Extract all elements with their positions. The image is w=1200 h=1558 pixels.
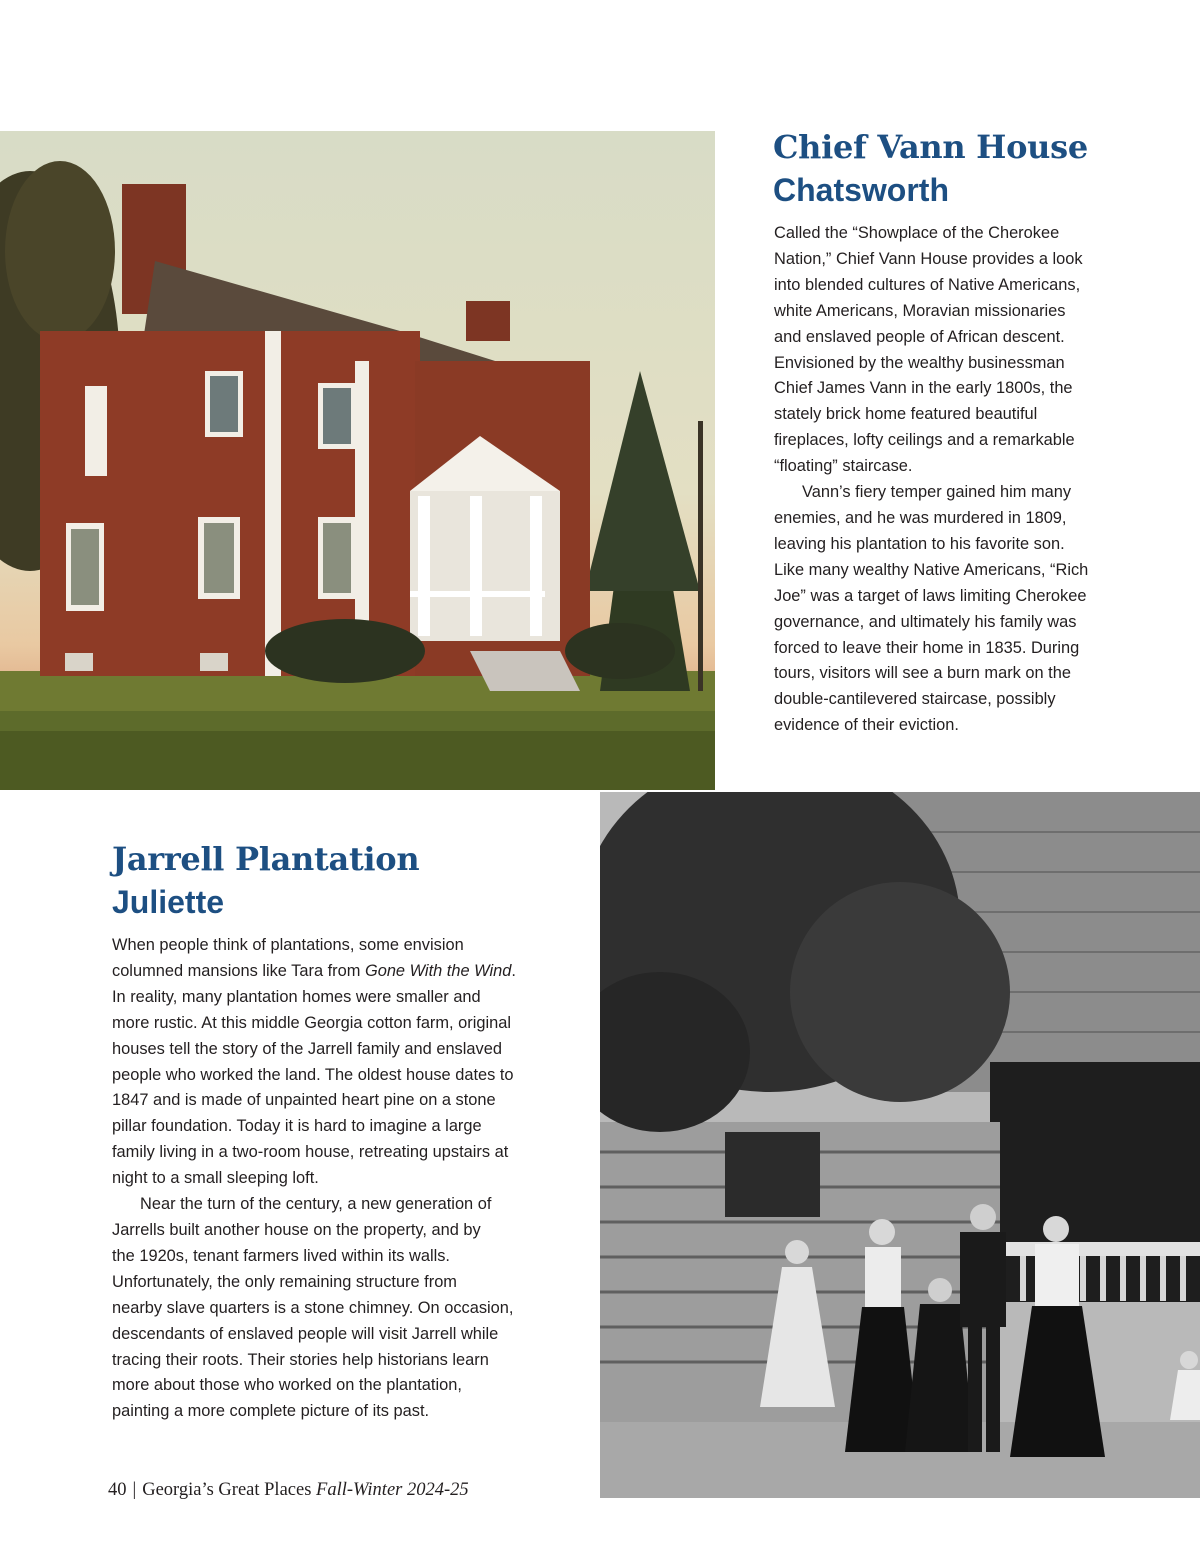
jarrell-family-illustration (600, 792, 1200, 1498)
vann-line: governance, and ultimately his family was (774, 612, 1077, 631)
jarrell-line: houses tell the story of the Jarrell family and enslaved (112, 1039, 502, 1058)
jarrell-line: Unfortunately, the only remaining structure from (112, 1272, 457, 1291)
jarrell-family-photo (600, 792, 1200, 1498)
jarrell-line: night to a small sleeping loft. (112, 1169, 319, 1188)
jarrell-line: columned mansions like Tara from Gone With the Wind. (112, 961, 516, 980)
jarrell-line: more about those who worked on the plantation, (112, 1376, 462, 1395)
jarrell-paragraph-1 (112, 933, 572, 1192)
issue-name: Fall-Winter 2024-25 (316, 1480, 469, 1500)
jarrell-location: Juliette (112, 884, 225, 920)
vann-line: Vann’s fiery temper gained him many (802, 483, 1072, 502)
jarrell-line: painting a more complete picture of its past. (112, 1402, 430, 1421)
book-title-gone-with-the-wind: Gone With the Wind (364, 961, 512, 980)
vann-location: Chatsworth (773, 172, 949, 208)
vann-line: forced to leave their home in 1835. During (774, 638, 1080, 657)
jarrell-line: family living in a two-room house, retreating upstairs at (112, 1143, 509, 1162)
jarrell-line: the 1920s, tenant farmers lived within its walls. (112, 1246, 450, 1265)
vann-title: Chief Vann House (773, 128, 1088, 166)
vann-line: Envisioned by the wealthy businessman (774, 353, 1065, 372)
vann-line: enemies, and he was murdered in 1809, (774, 508, 1067, 527)
footer-separator: | (132, 1480, 137, 1500)
jarrell-line: people who worked the land. The oldest house dates to (112, 1065, 514, 1084)
vann-line: double-cantilevered staircase, possibly (774, 690, 1056, 709)
jarrell-title: Jarrell Plantation (112, 840, 420, 878)
vann-line: stately brick home featured beautiful (774, 405, 1038, 424)
jarrell-line: 1847 and is made of unpainted heart pine on a stone (112, 1091, 496, 1110)
jarrell-line: Near the turn of the century, a new generation of (140, 1195, 492, 1214)
jarrell-line: tracing their roots. Their stories help historians learn (112, 1350, 489, 1369)
vann-line: white Americans, Moravian missionaries (774, 301, 1066, 320)
page-number: 40 (108, 1480, 127, 1500)
vann-house-illustration (0, 131, 715, 790)
vann-line: Nation,” Chief Vann House provides a look (774, 249, 1083, 268)
jarrell-line: more rustic. At this middle Georgia cotton farm, original (112, 1013, 512, 1032)
vann-line: “floating” staircase. (774, 457, 913, 476)
publication-name: Georgia’s Great Places (142, 1480, 312, 1500)
vann-line: evidence of their eviction. (774, 716, 959, 735)
jarrell-line: When people think of plantations, some envision (112, 936, 464, 954)
chief-vann-house-photo (0, 131, 715, 790)
jarrell-paragraph-2 (112, 1192, 572, 1425)
vann-line: Called the “Showplace of the Cherokee (774, 224, 1060, 242)
jarrell-line: In reality, many plantation homes were smaller and (112, 987, 481, 1006)
vann-line: fireplaces, lofty ceilings and a remarkable (774, 431, 1075, 450)
vann-paragraph-2 (774, 480, 1174, 739)
vann-line: tours, visitors will see a burn mark on the (774, 664, 1071, 683)
vann-line: and enslaved people of African descent. (774, 327, 1065, 346)
vann-paragraph-1 (774, 221, 1174, 480)
vann-line: Like many wealthy Native Americans, “Rich (774, 560, 1089, 579)
vann-line: leaving his plantation to his favorite son. (774, 534, 1065, 553)
jarrell-line: descendants of enslaved people will visit Jarrell while (112, 1324, 499, 1343)
jarrell-line: nearby slave quarters is a stone chimney. On occasion, (112, 1298, 514, 1317)
vann-body (774, 221, 1174, 739)
vann-line: Joe” was a target of laws limiting Cherokee (774, 586, 1087, 605)
jarrell-line: Jarrells built another house on the property, and by (112, 1220, 481, 1239)
page-footer (108, 1480, 469, 1501)
jarrell-body (112, 933, 572, 1425)
vann-line: into blended cultures of Native Americans, (774, 275, 1081, 294)
jarrell-line: pillar foundation. Today it is hard to imagine a large (112, 1117, 482, 1136)
vann-line: Chief James Vann in the early 1800s, the (774, 379, 1073, 398)
